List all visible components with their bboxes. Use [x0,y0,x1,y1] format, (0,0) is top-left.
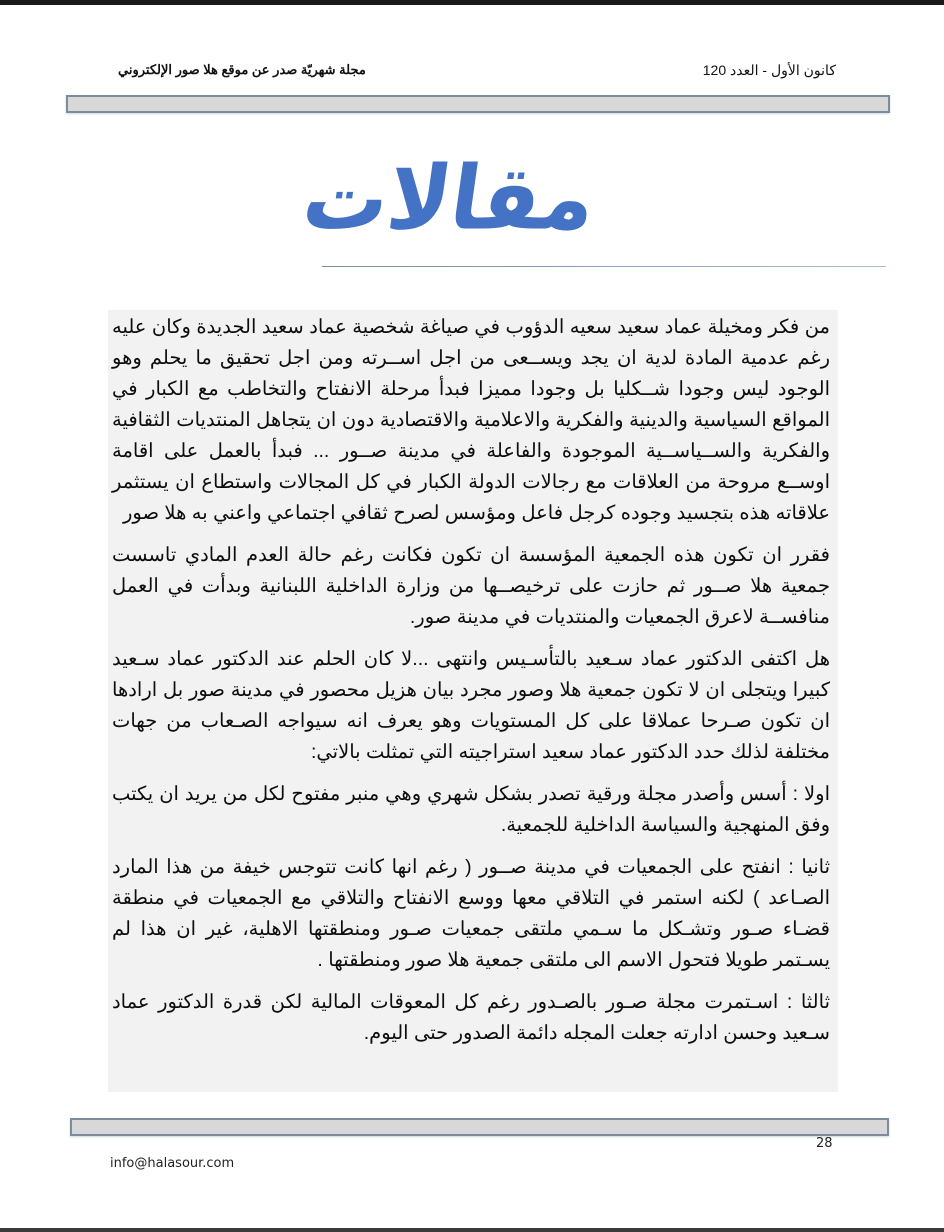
publication-label: مجلة شهريّة صدر عن موقع هلا صور الإلكتروني [118,62,366,77]
header-divider-bar [66,95,890,113]
title-underline [322,266,886,267]
article-paragraph: هل اكتفى الدكتور عماد سـعيد بالتأسـيس وانتهى ...لا كان الحلم عند الدكتور عماد سـعيد كبيرا ويتجلى ان لا تكون جمعية هلا وصور مجرد بيان هزيل محصور في مدينة صور بل ارادها ان تكون صـرحا عملاقا على كل المستويات وهو يعرف انه سيواجه الصـعاب من جهات مختلفة لذلك حدد الدكتور عماد سعيد استراجيته التي تمثلت بالاتي: [112,648,830,763]
footer-divider-bar [70,1118,889,1136]
issue-label: كانون الأول - العدد 120 [702,62,836,78]
contact-email: info@halasour.com [110,1156,235,1171]
page-number: 28 [816,1136,833,1151]
article-paragraph: ثالثا : اسـتمرت مجلة صـور بالصـدور رغم كل المعوقات المالية لكن قدرة الدكتور عماد سـعيد وحسن ادارته جعلت المجله دائمة الصدور حتى اليوم. [112,991,830,1044]
screen-top-edge [0,0,944,5]
article-paragraph: ثانيا : انفتح على الجمعيات في مدينة صــور ( رغم انها كانت تتوجس خيفة من هذا المارد الصـاعد ) لكنه استمر في التلاقي معها ووسع الانفتاح والتلاقي مع الجمعيات في منطقة قضـاء صـور وتشـكل ما سـمي ملتقى جمعيات صـور ومنطقتها الاهلية، غير ان هذا لم يسـتمر طويلا فتحول الاسم الى ملتقى جمعية هلا صور ومنطقتها . [112,856,830,971]
section-title: مقالات [296,146,603,250]
article-body [108,310,838,1092]
screen-bottom-edge [0,1228,944,1232]
article-paragraph: من فكر ومخيلة عماد سعيد سعيه الدؤوب في صياغة شخصية عماد سعيد الجديدة وكان عليه رغم عدمية المادة لدية ان يجد ويســعى من اجل اســرته ومن اجل تحقيق ما يحلم وهو الوجود ليس وجودا شــكليا بل وجودا مميزا فبدأ مرحلة الانفتاح والتخاطب مع الكبار في المواقع السياسية والدينية والفكرية والاعلامية والاقتصادية دون ان يتجاهل المنتديات الثقافية والفكرية والســياســية الموجودة والفاعلة في مدينة صــور ... فبدأ بالعمل على اقامة اوســع مروحة من العلاقات مع رجالات الدولة الكبار في كل المجالات واستطاع ان يستثمر علاقاته هذه بتجسيد وجوده كرجل فاعل ومؤسس لصرح ثقافي اجتماعي واعني به هلا صور [112,316,830,524]
article-paragraph: فقرر ان تكون هذه الجمعية المؤسسة ان تكون فكانت رغم حالة العدم المادي تاسست جمعية هلا صــور ثم حازت على ترخيصــها من وزارة الداخلية اللبنانية وبدأت في العمل منافســة لاعرق الجمعيات والمنتديات في مدينة صور. [112,544,830,628]
article-paragraph: اولا : أسس وأصدر مجلة ورقية تصدر بشكل شهري وهي منبر مفتوح لكل من يريد ان يكتب وفق المنهجية والسياسة الداخلية للجمعية. [112,783,830,836]
